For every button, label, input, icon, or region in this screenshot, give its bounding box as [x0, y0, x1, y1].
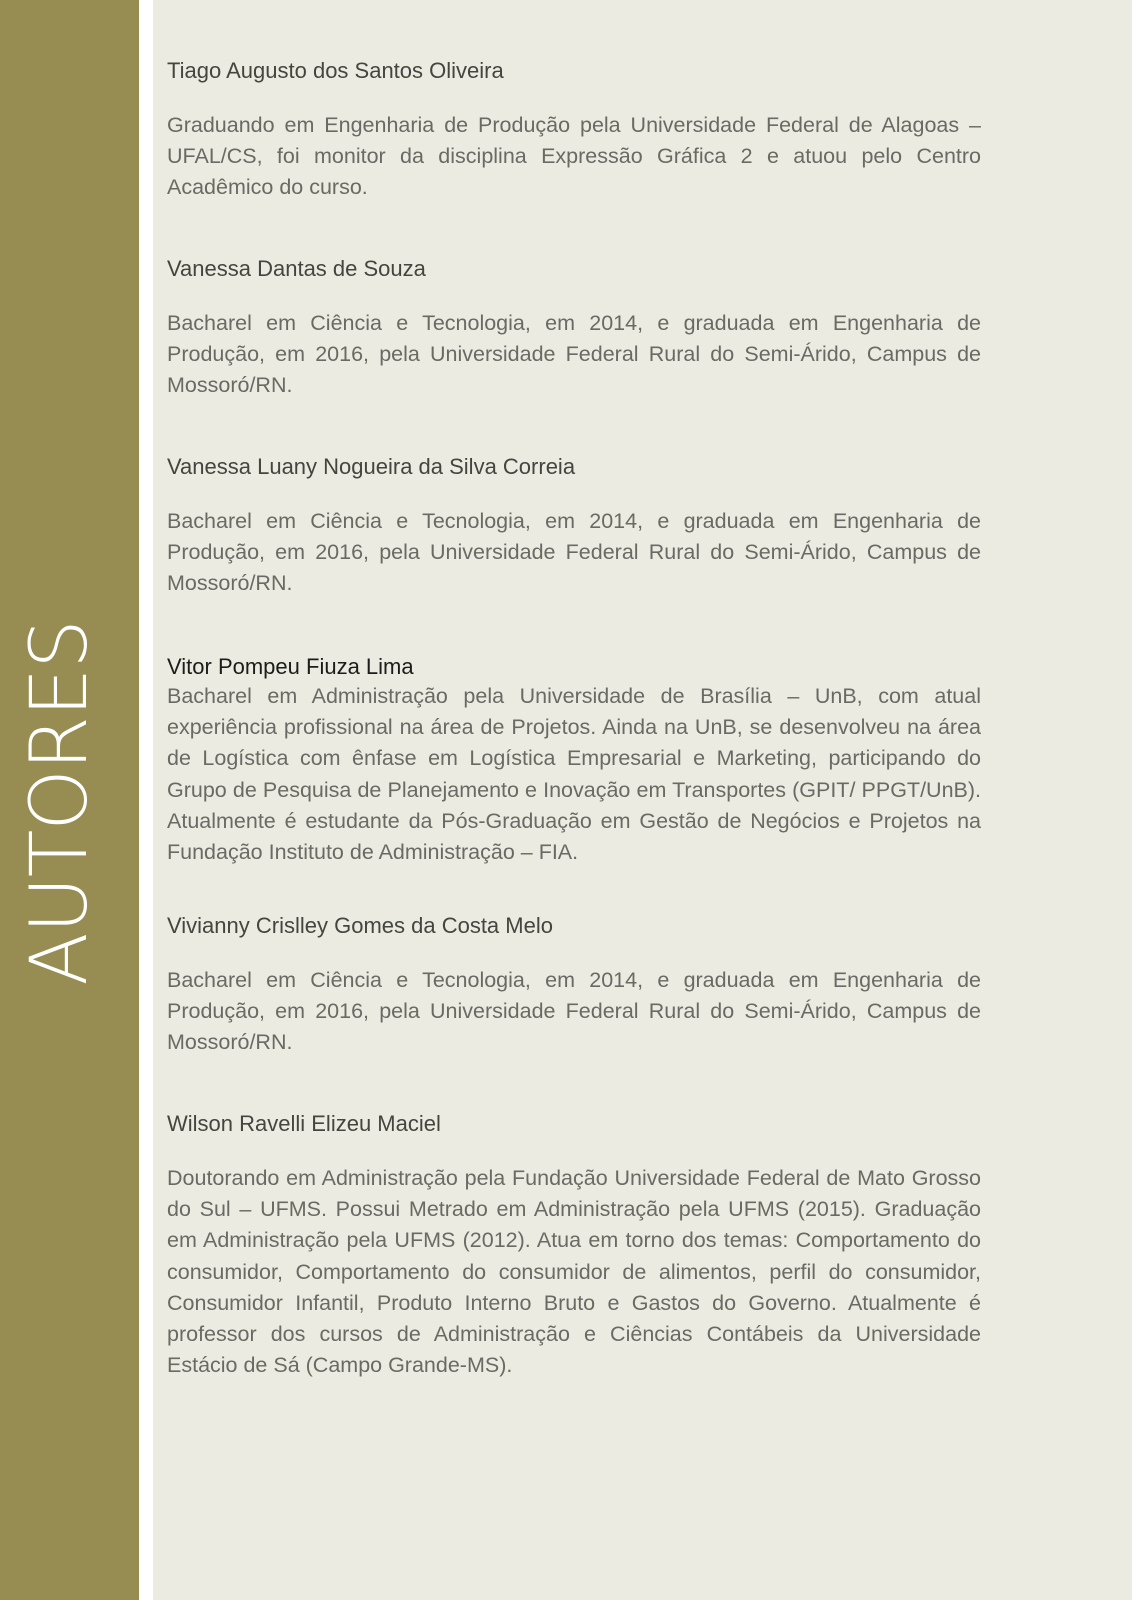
- author-bio: Graduando em Engenharia de Produção pela Universidade Federal de Alagoas – UFAL/CS, foi monitor da disciplina Expressão Gráfica 2 e atuou pelo Centro Acadêmico do curso.: [167, 113, 981, 200]
- sidebar-band: [0, 0, 139, 1600]
- author-entry: [167, 914, 981, 1059]
- author-name: Wilson Ravelli Elizeu Maciel: [167, 1111, 441, 1136]
- author-entry: [167, 655, 981, 868]
- author-name: Vitor Pompeu Fiuza Lima: [167, 654, 414, 679]
- author-bio: Bacharel em Administração pela Universidade de Brasília – UnB, com atual experiência profissional na área de Projetos. Ainda na UnB, se desenvolveu na área de Logística com ênfase em Logística Empresarial e Marketing, participando do Grupo de Pesquisa de Planejamento e Inovação em Transportes (GPIT/ PPGT/UnB). Atualmente é estudante da Pós-Graduação em Gestão de Negócios e Projetos na Fundação Instituto de Administração – FIA.: [167, 684, 981, 865]
- author-name: Vivianny Crislley Gomes da Costa Melo: [167, 913, 553, 938]
- author-entry: [167, 257, 981, 402]
- author-entry: [167, 1112, 981, 1381]
- author-name: Tiago Augusto dos Santos Oliveira: [167, 58, 504, 83]
- author-entry: [167, 455, 981, 600]
- author-bio: Bacharel em Ciência e Tecnologia, em 2014, e graduada em Engenharia de Produção, em 2016, pela Universidade Federal Rural do Semi-Árido, Campus de Mossoró/RN.: [167, 509, 981, 596]
- author-name: Vanessa Dantas de Souza: [167, 256, 426, 281]
- author-entry: [167, 59, 981, 204]
- author-bio: Bacharel em Ciência e Tecnologia, em 2014, e graduada em Engenharia de Produção, em 2016, pela Universidade Federal Rural do Semi-Árido, Campus de Mossoró/RN.: [167, 311, 981, 398]
- author-bio: Doutorando em Administração pela Fundação Universidade Federal de Mato Grosso do Sul – UFMS. Possui Metrado em Administração pela UFMS (2015). Graduação em Administração pela UFMS (2012). Atua em torno dos temas: Comportamento do consumidor, Comportamento do consumidor de alimentos, perfil do consumidor, Consumidor Infantil, Produto Interno Bruto e Gastos do Governo. Atualmente é professor dos cursos de Administração e Ciências Contábeis da Universidade Estácio de Sá (Campo Grande-MS).: [167, 1166, 981, 1378]
- section-title: AUTORES: [15, 620, 105, 986]
- author-bio: Bacharel em Ciência e Tecnologia, em 2014, e graduada em Engenharia de Produção, em 2016, pela Universidade Federal Rural do Semi-Árido, Campus de Mossoró/RN.: [167, 968, 981, 1055]
- author-name: Vanessa Luany Nogueira da Silva Correia: [167, 454, 576, 479]
